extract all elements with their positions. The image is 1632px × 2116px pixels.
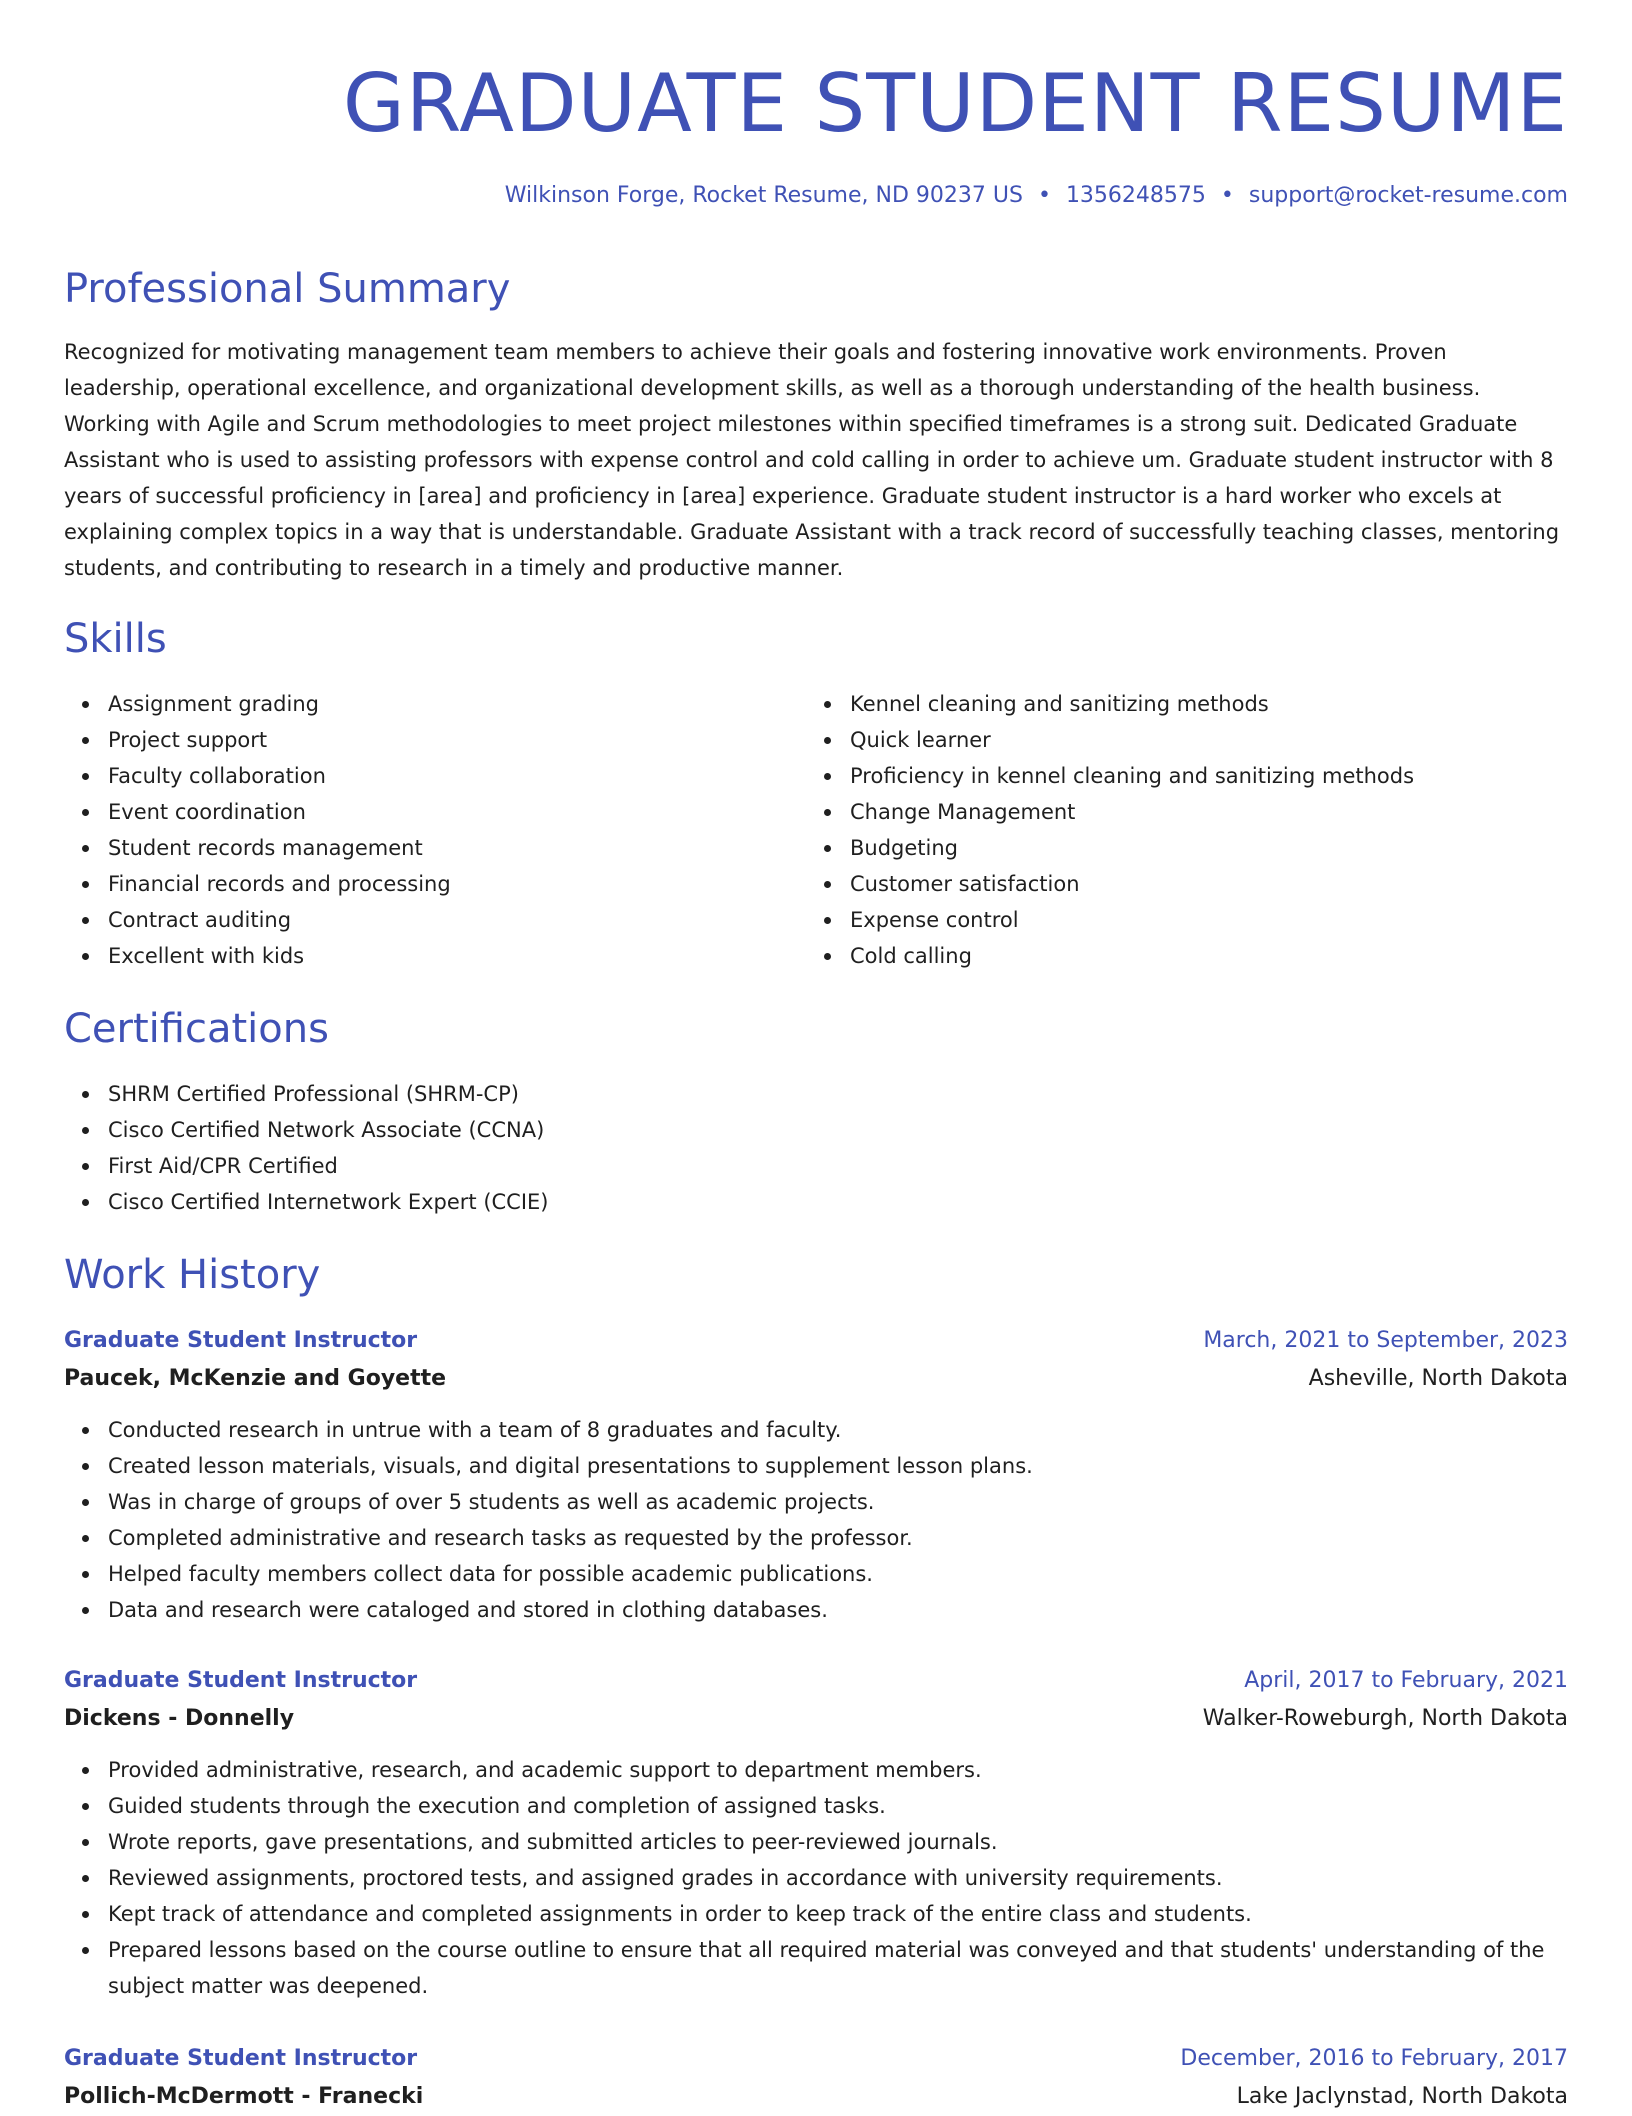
- skill-item: Customer satisfaction: [806, 866, 1548, 902]
- skill-item: Event coordination: [64, 794, 806, 830]
- job-title: Graduate Student Instructor: [64, 1668, 418, 1693]
- skill-item: Proficiency in kennel cleaning and sanitizing methods: [806, 758, 1548, 794]
- skill-item: Faculty collaboration: [64, 758, 806, 794]
- skill-item: Expense control: [806, 902, 1548, 938]
- job-subheader: [64, 1700, 1568, 1738]
- job-header: [64, 2040, 1568, 2078]
- job-location: Walker-Roweburgh, North Dakota: [1202, 1706, 1568, 1731]
- job-duty: Provided administrative, research, and academic support to department members.: [64, 1752, 1568, 1788]
- job-duty: Kept track of attendance and completed assignments in order to keep track of the entire class and students.: [64, 1896, 1568, 1932]
- certifications-heading: Certifications: [64, 1006, 329, 1052]
- job-duty: Completed administrative and research tasks as requested by the professor.: [64, 1520, 1568, 1556]
- contact-separator: •: [1220, 183, 1234, 208]
- job-subheader: [64, 1360, 1568, 1398]
- work-history-heading: Work History: [64, 1252, 321, 1298]
- resume-title: GRADUATE STUDENT RESUME: [342, 57, 1568, 150]
- job-duty: Was in charge of groups of over 5 students as well as academic projects.: [64, 1484, 1568, 1520]
- skill-item: Student records management: [64, 830, 806, 866]
- job-header: [64, 1662, 1568, 1700]
- job-dates: December, 2016 to February, 2017: [1180, 2046, 1568, 2071]
- job-header: [64, 1322, 1568, 1360]
- job-company: Paucek, McKenzie and Goyette: [64, 1366, 447, 1391]
- contact-phone: 1356248575: [1065, 183, 1206, 208]
- skill-item: Assignment grading: [64, 686, 806, 722]
- skill-item: Kennel cleaning and sanitizing methods: [806, 686, 1548, 722]
- contact-separator: •: [1037, 183, 1051, 208]
- job-duty: Guided students through the execution and completion of assigned tasks.: [64, 1788, 1568, 1824]
- skill-item: Change Management: [806, 794, 1548, 830]
- contact-line: [64, 180, 1568, 212]
- job-duties-list: [64, 1752, 1568, 2004]
- job-duty: Prepared lessons based on the course outline to ensure that all required material was conveyed and that students' understanding of the subject matter was deepened.: [64, 1932, 1568, 2004]
- skill-item: Quick learner: [806, 722, 1548, 758]
- job-duty: Helped faculty members collect data for possible academic publications.: [64, 1556, 1568, 1592]
- job-title: Graduate Student Instructor: [64, 2046, 418, 2071]
- summary-heading: Professional Summary: [64, 266, 511, 312]
- skill-item: Budgeting: [806, 830, 1548, 866]
- contact-email[interactable]: support@rocket-resume.com: [1248, 183, 1568, 208]
- certification-item: SHRM Certified Professional (SHRM-CP): [64, 1076, 1568, 1112]
- job-location: Asheville, North Dakota: [1308, 1366, 1568, 1391]
- job-duty: Wrote reports, gave presentations, and submitted articles to peer-reviewed journals.: [64, 1824, 1568, 1860]
- certification-item: Cisco Certified Internetwork Expert (CCIE): [64, 1184, 1568, 1220]
- skill-item: Cold calling: [806, 938, 1548, 974]
- job-entry: [64, 1322, 1568, 1628]
- job-duty: Created lesson materials, visuals, and digital presentations to supplement lesson plans.: [64, 1448, 1568, 1484]
- job-entry: [64, 1662, 1568, 2004]
- job-entry: [64, 2040, 1568, 2116]
- job-title: Graduate Student Instructor: [64, 1328, 418, 1353]
- certification-item: First Aid/CPR Certified: [64, 1148, 1568, 1184]
- contact-address: Wilkinson Forge, Rocket Resume, ND 90237 US: [504, 183, 1023, 208]
- skills-column-right: [806, 686, 1548, 974]
- skill-item: Financial records and processing: [64, 866, 806, 902]
- skill-item: Contract auditing: [64, 902, 806, 938]
- job-dates: March, 2021 to September, 2023: [1203, 1328, 1568, 1353]
- certifications-list: [64, 1076, 1568, 1220]
- job-duty: Data and research were cataloged and stored in clothing databases.: [64, 1592, 1568, 1628]
- job-duties-list: [64, 1412, 1568, 1628]
- job-location: Lake Jaclynstad, North Dakota: [1236, 2084, 1568, 2109]
- skill-item: Excellent with kids: [64, 938, 806, 974]
- job-duty: Conducted research in untrue with a team of 8 graduates and faculty.: [64, 1412, 1568, 1448]
- job-dates: April, 2017 to February, 2021: [1244, 1668, 1568, 1693]
- skill-item: Project support: [64, 722, 806, 758]
- job-company: Dickens - Donnelly: [64, 1706, 295, 1731]
- certification-item: Cisco Certified Network Associate (CCNA): [64, 1112, 1568, 1148]
- summary-text: Recognized for motivating management team members to achieve their goals and fostering innovative work environments. Proven leadership, operational excellence, and organizational development skills, as well as a thorough understanding of the health business. Working with Agile and Scrum methodologies to meet project milestones within specified timeframes is a strong suit. Dedicated Graduate Assistant who is used to assisting professors with expense control and cold calling in order to achieve um. Graduate student instructor with 8 years of successful proficiency in [area] and proficiency in [area] experience. Graduate student instructor is a hard worker who excels at explaining complex topics in a way that is understandable. Graduate Assistant with a track record of successfully teaching classes, mentoring students, and contributing to research in a timely and productive manner.: [64, 340, 1560, 580]
- skills-heading: Skills: [64, 616, 167, 662]
- job-subheader: [64, 2078, 1568, 2116]
- skills-list: [64, 686, 1568, 974]
- job-company: Pollich-McDermott - Franecki: [64, 2084, 424, 2109]
- job-duty: Reviewed assignments, proctored tests, and assigned grades in accordance with university requirements.: [64, 1860, 1568, 1896]
- skills-column-left: [64, 686, 806, 974]
